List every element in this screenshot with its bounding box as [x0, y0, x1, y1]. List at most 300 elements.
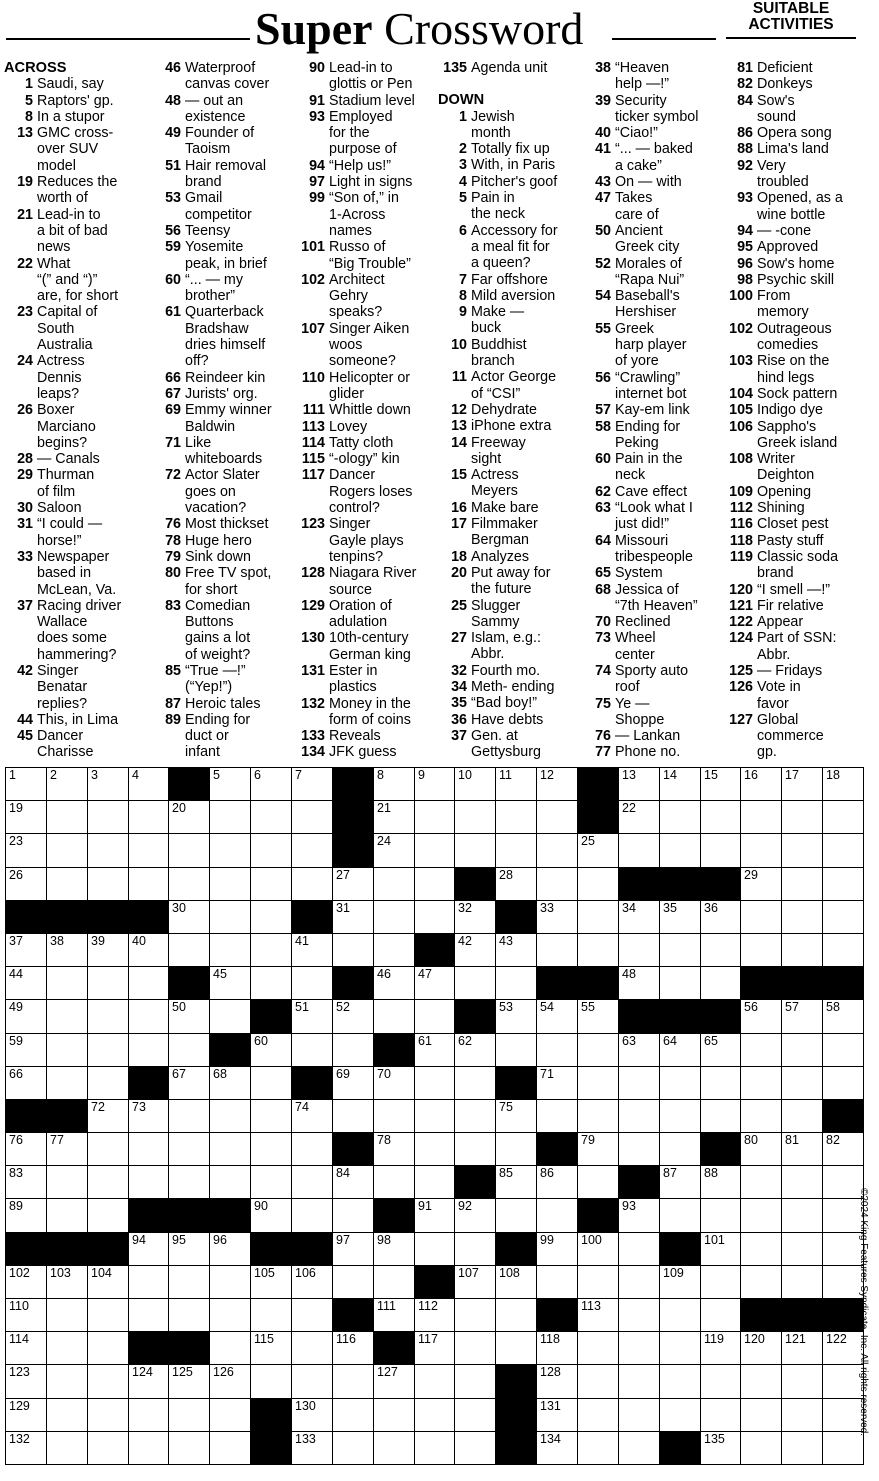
grid-cell[interactable]: [537, 768, 578, 801]
grid-cell[interactable]: [47, 1365, 88, 1399]
grid-cell[interactable]: [169, 1299, 210, 1332]
grid-cell[interactable]: [47, 1000, 88, 1034]
grid-cell[interactable]: [782, 1000, 823, 1034]
grid-cell[interactable]: [782, 1166, 823, 1199]
grid-cell[interactable]: [210, 1133, 251, 1166]
grid-cell[interactable]: [619, 768, 660, 801]
grid-cell[interactable]: [578, 1100, 619, 1133]
grid-cell[interactable]: [782, 1365, 823, 1399]
grid-cell[interactable]: [88, 1432, 129, 1465]
grid-cell[interactable]: [88, 801, 129, 834]
grid-cell[interactable]: [782, 1199, 823, 1233]
grid-cell[interactable]: [537, 1233, 578, 1266]
grid-cell[interactable]: [169, 1100, 210, 1133]
grid-cell[interactable]: [6, 1432, 47, 1465]
grid-cell[interactable]: [374, 901, 415, 934]
grid-cell[interactable]: [782, 1034, 823, 1067]
grid-cell[interactable]: [496, 1332, 537, 1365]
grid-cell[interactable]: [496, 768, 537, 801]
grid-cell[interactable]: [129, 967, 169, 1000]
grid-cell[interactable]: [415, 1199, 455, 1233]
grid-cell[interactable]: [251, 1199, 292, 1233]
grid-cell[interactable]: [210, 1100, 251, 1133]
grid-cell[interactable]: [210, 1233, 251, 1266]
grid-cell[interactable]: [374, 801, 415, 834]
grid-cell[interactable]: [496, 1034, 537, 1067]
grid-cell[interactable]: [496, 1299, 537, 1332]
grid-cell[interactable]: [6, 1266, 47, 1299]
grid-cell[interactable]: [496, 868, 537, 901]
grid-cell[interactable]: [660, 1067, 701, 1100]
grid-cell[interactable]: [619, 834, 660, 868]
grid-cell[interactable]: [251, 1100, 292, 1133]
grid-cell[interactable]: [741, 868, 782, 901]
grid-cell[interactable]: [823, 1432, 864, 1465]
grid-cell[interactable]: [129, 934, 169, 967]
grid-cell[interactable]: [415, 1034, 455, 1067]
grid-cell[interactable]: [129, 1133, 169, 1166]
grid-cell[interactable]: [741, 934, 782, 967]
grid-cell[interactable]: [251, 868, 292, 901]
grid-cell[interactable]: [496, 834, 537, 868]
grid-cell[interactable]: [251, 1034, 292, 1067]
grid-cell[interactable]: [455, 901, 496, 934]
grid-cell[interactable]: [741, 801, 782, 834]
grid-cell[interactable]: [169, 1133, 210, 1166]
grid-cell[interactable]: [537, 1034, 578, 1067]
grid-cell[interactable]: [47, 1266, 88, 1299]
grid-cell[interactable]: [333, 934, 374, 967]
grid-cell[interactable]: [6, 1199, 47, 1233]
grid-cell[interactable]: [496, 934, 537, 967]
grid-cell[interactable]: [578, 1266, 619, 1299]
grid-cell[interactable]: [823, 1133, 864, 1166]
grid-cell[interactable]: [782, 1133, 823, 1166]
grid-cell[interactable]: [537, 801, 578, 834]
grid-cell[interactable]: [578, 1299, 619, 1332]
grid-cell[interactable]: [823, 901, 864, 934]
grid-cell[interactable]: [6, 1332, 47, 1365]
grid-cell[interactable]: [88, 1266, 129, 1299]
grid-cell[interactable]: [292, 1432, 333, 1465]
grid-cell[interactable]: [701, 967, 741, 1000]
grid-cell[interactable]: [374, 1100, 415, 1133]
grid-cell[interactable]: [660, 1399, 701, 1432]
grid-cell[interactable]: [455, 1233, 496, 1266]
grid-cell[interactable]: [660, 1266, 701, 1299]
grid-cell[interactable]: [88, 1034, 129, 1067]
grid-cell[interactable]: [6, 1067, 47, 1100]
grid-cell[interactable]: [129, 1233, 169, 1266]
grid-cell[interactable]: [578, 1034, 619, 1067]
grid-cell[interactable]: [88, 1100, 129, 1133]
grid-cell[interactable]: [660, 1299, 701, 1332]
grid-cell[interactable]: [660, 1199, 701, 1233]
grid-cell[interactable]: [823, 834, 864, 868]
grid-cell[interactable]: [129, 834, 169, 868]
grid-cell[interactable]: [6, 868, 47, 901]
grid-cell[interactable]: [210, 1266, 251, 1299]
grid-cell[interactable]: [6, 1365, 47, 1399]
grid-cell[interactable]: [88, 868, 129, 901]
grid-cell[interactable]: [88, 1199, 129, 1233]
grid-cell[interactable]: [47, 868, 88, 901]
grid-cell[interactable]: [782, 1100, 823, 1133]
grid-cell[interactable]: [455, 1432, 496, 1465]
grid-cell[interactable]: [292, 834, 333, 868]
grid-cell[interactable]: [292, 801, 333, 834]
grid-cell[interactable]: [292, 1034, 333, 1067]
grid-cell[interactable]: [537, 1067, 578, 1100]
grid-cell[interactable]: [374, 1000, 415, 1034]
grid-cell[interactable]: [455, 1199, 496, 1233]
grid-cell[interactable]: [701, 1100, 741, 1133]
grid-cell[interactable]: [496, 1000, 537, 1034]
grid-cell[interactable]: [129, 768, 169, 801]
grid-cell[interactable]: [415, 901, 455, 934]
grid-cell[interactable]: [210, 1432, 251, 1465]
grid-cell[interactable]: [578, 1233, 619, 1266]
grid-cell[interactable]: [292, 1332, 333, 1365]
grid-cell[interactable]: [6, 934, 47, 967]
grid-cell[interactable]: [537, 1266, 578, 1299]
grid-cell[interactable]: [701, 1432, 741, 1465]
grid-cell[interactable]: [619, 1199, 660, 1233]
grid-cell[interactable]: [415, 1100, 455, 1133]
grid-cell[interactable]: [741, 1133, 782, 1166]
grid-cell[interactable]: [6, 1000, 47, 1034]
grid-cell[interactable]: [537, 934, 578, 967]
grid-cell[interactable]: [741, 1332, 782, 1365]
grid-cell[interactable]: [210, 768, 251, 801]
grid-cell[interactable]: [619, 1399, 660, 1432]
grid-cell[interactable]: [374, 1166, 415, 1199]
grid-cell[interactable]: [660, 1034, 701, 1067]
grid-cell[interactable]: [374, 967, 415, 1000]
grid-cell[interactable]: [251, 1133, 292, 1166]
grid-cell[interactable]: [619, 1133, 660, 1166]
grid-cell[interactable]: [455, 967, 496, 1000]
grid-cell[interactable]: [251, 801, 292, 834]
grid-cell[interactable]: [619, 1299, 660, 1332]
grid-cell[interactable]: [823, 1067, 864, 1100]
grid-cell[interactable]: [782, 1332, 823, 1365]
grid-cell[interactable]: [47, 834, 88, 868]
grid-cell[interactable]: [619, 1365, 660, 1399]
grid-cell[interactable]: [537, 1399, 578, 1432]
grid-cell[interactable]: [660, 1332, 701, 1365]
grid-cell[interactable]: [782, 868, 823, 901]
grid-cell[interactable]: [701, 1166, 741, 1199]
grid-cell[interactable]: [210, 1332, 251, 1365]
grid-cell[interactable]: [415, 1332, 455, 1365]
grid-cell[interactable]: [47, 967, 88, 1000]
grid-cell[interactable]: [415, 1432, 455, 1465]
grid-cell[interactable]: [374, 934, 415, 967]
grid-cell[interactable]: [251, 1299, 292, 1332]
grid-cell[interactable]: [6, 801, 47, 834]
grid-cell[interactable]: [374, 1432, 415, 1465]
grid-cell[interactable]: [169, 868, 210, 901]
grid-cell[interactable]: [210, 934, 251, 967]
grid-cell[interactable]: [251, 768, 292, 801]
grid-cell[interactable]: [169, 1432, 210, 1465]
grid-cell[interactable]: [782, 901, 823, 934]
grid-cell[interactable]: [578, 1365, 619, 1399]
grid-cell[interactable]: [537, 901, 578, 934]
grid-cell[interactable]: [169, 1000, 210, 1034]
grid-cell[interactable]: [374, 1299, 415, 1332]
grid-cell[interactable]: [210, 1067, 251, 1100]
grid-cell[interactable]: [782, 1233, 823, 1266]
grid-cell[interactable]: [578, 901, 619, 934]
grid-cell[interactable]: [415, 1399, 455, 1432]
grid-cell[interactable]: [374, 1266, 415, 1299]
grid-cell[interactable]: [47, 1332, 88, 1365]
grid-cell[interactable]: [660, 967, 701, 1000]
grid-cell[interactable]: [701, 1299, 741, 1332]
grid-cell[interactable]: [415, 1365, 455, 1399]
grid-cell[interactable]: [251, 967, 292, 1000]
grid-cell[interactable]: [496, 801, 537, 834]
grid-cell[interactable]: [292, 934, 333, 967]
grid-cell[interactable]: [578, 868, 619, 901]
grid-cell[interactable]: [129, 1432, 169, 1465]
grid-cell[interactable]: [88, 1365, 129, 1399]
grid-cell[interactable]: [619, 1266, 660, 1299]
grid-cell[interactable]: [47, 801, 88, 834]
grid-cell[interactable]: [374, 1399, 415, 1432]
grid-cell[interactable]: [578, 1399, 619, 1432]
grid-cell[interactable]: [88, 1133, 129, 1166]
grid-cell[interactable]: [619, 1067, 660, 1100]
grid-cell[interactable]: [741, 1399, 782, 1432]
grid-cell[interactable]: [129, 1034, 169, 1067]
grid-cell[interactable]: [88, 768, 129, 801]
grid-cell[interactable]: [455, 1399, 496, 1432]
grid-cell[interactable]: [47, 1299, 88, 1332]
grid-cell[interactable]: [660, 1133, 701, 1166]
grid-cell[interactable]: [741, 1199, 782, 1233]
grid-cell[interactable]: [619, 1233, 660, 1266]
grid-cell[interactable]: [701, 1332, 741, 1365]
grid-cell[interactable]: [741, 1067, 782, 1100]
grid-cell[interactable]: [496, 1100, 537, 1133]
grid-cell[interactable]: [823, 768, 864, 801]
grid-cell[interactable]: [333, 1000, 374, 1034]
grid-cell[interactable]: [537, 868, 578, 901]
grid-cell[interactable]: [6, 1034, 47, 1067]
grid-cell[interactable]: [88, 934, 129, 967]
grid-cell[interactable]: [741, 768, 782, 801]
grid-cell[interactable]: [210, 1299, 251, 1332]
grid-cell[interactable]: [537, 1332, 578, 1365]
grid-cell[interactable]: [251, 1166, 292, 1199]
grid-cell[interactable]: [210, 967, 251, 1000]
grid-cell[interactable]: [496, 1199, 537, 1233]
grid-cell[interactable]: [169, 1365, 210, 1399]
grid-cell[interactable]: [129, 1000, 169, 1034]
grid-cell[interactable]: [660, 1365, 701, 1399]
grid-cell[interactable]: [169, 1067, 210, 1100]
grid-cell[interactable]: [741, 834, 782, 868]
grid-cell[interactable]: [578, 834, 619, 868]
grid-cell[interactable]: [415, 1233, 455, 1266]
grid-cell[interactable]: [88, 1067, 129, 1100]
grid-cell[interactable]: [47, 1399, 88, 1432]
grid-cell[interactable]: [660, 1166, 701, 1199]
grid-cell[interactable]: [660, 901, 701, 934]
grid-cell[interactable]: [210, 1399, 251, 1432]
grid-cell[interactable]: [701, 1067, 741, 1100]
grid-cell[interactable]: [292, 1199, 333, 1233]
grid-cell[interactable]: [6, 768, 47, 801]
grid-cell[interactable]: [455, 1133, 496, 1166]
grid-cell[interactable]: [251, 901, 292, 934]
grid-cell[interactable]: [88, 834, 129, 868]
grid-cell[interactable]: [333, 1166, 374, 1199]
grid-cell[interactable]: [292, 1166, 333, 1199]
grid-cell[interactable]: [578, 1067, 619, 1100]
grid-cell[interactable]: [455, 1034, 496, 1067]
grid-cell[interactable]: [169, 1166, 210, 1199]
grid-cell[interactable]: [415, 868, 455, 901]
grid-cell[interactable]: [333, 1067, 374, 1100]
grid-cell[interactable]: [782, 1266, 823, 1299]
grid-cell[interactable]: [169, 1399, 210, 1432]
grid-cell[interactable]: [6, 1299, 47, 1332]
grid-cell[interactable]: [292, 1299, 333, 1332]
grid-cell[interactable]: [741, 1100, 782, 1133]
grid-cell[interactable]: [251, 1266, 292, 1299]
grid-cell[interactable]: [660, 934, 701, 967]
grid-cell[interactable]: [251, 834, 292, 868]
grid-cell[interactable]: [415, 967, 455, 1000]
grid-cell[interactable]: [701, 1365, 741, 1399]
grid-cell[interactable]: [333, 901, 374, 934]
grid-cell[interactable]: [782, 1432, 823, 1465]
grid-cell[interactable]: [619, 801, 660, 834]
grid-cell[interactable]: [823, 1000, 864, 1034]
grid-cell[interactable]: [455, 1266, 496, 1299]
grid-cell[interactable]: [701, 1233, 741, 1266]
grid-cell[interactable]: [496, 1166, 537, 1199]
grid-cell[interactable]: [129, 1266, 169, 1299]
grid-cell[interactable]: [455, 934, 496, 967]
grid-cell[interactable]: [701, 1199, 741, 1233]
grid-cell[interactable]: [333, 1034, 374, 1067]
grid-cell[interactable]: [496, 1133, 537, 1166]
grid-cell[interactable]: [741, 1034, 782, 1067]
grid-cell[interactable]: [537, 1100, 578, 1133]
grid-cell[interactable]: [496, 967, 537, 1000]
grid-cell[interactable]: [292, 1133, 333, 1166]
grid-cell[interactable]: [47, 934, 88, 967]
grid-cell[interactable]: [210, 1365, 251, 1399]
grid-cell[interactable]: [537, 1432, 578, 1465]
grid-cell[interactable]: [578, 1000, 619, 1034]
grid-cell[interactable]: [47, 1166, 88, 1199]
grid-cell[interactable]: [455, 834, 496, 868]
grid-cell[interactable]: [88, 1299, 129, 1332]
grid-cell[interactable]: [741, 1365, 782, 1399]
grid-cell[interactable]: [6, 834, 47, 868]
grid-cell[interactable]: [741, 1166, 782, 1199]
grid-cell[interactable]: [415, 768, 455, 801]
grid-cell[interactable]: [701, 801, 741, 834]
grid-cell[interactable]: [701, 1399, 741, 1432]
grid-cell[interactable]: [619, 934, 660, 967]
grid-cell[interactable]: [374, 1233, 415, 1266]
grid-cell[interactable]: [292, 768, 333, 801]
grid-cell[interactable]: [782, 801, 823, 834]
grid-cell[interactable]: [415, 1166, 455, 1199]
grid-cell[interactable]: [47, 768, 88, 801]
grid-cell[interactable]: [741, 1266, 782, 1299]
grid-cell[interactable]: [578, 1133, 619, 1166]
grid-cell[interactable]: [823, 801, 864, 834]
grid-cell[interactable]: [333, 1100, 374, 1133]
grid-cell[interactable]: [292, 967, 333, 1000]
grid-cell[interactable]: [129, 1399, 169, 1432]
grid-cell[interactable]: [537, 834, 578, 868]
grid-cell[interactable]: [129, 1365, 169, 1399]
grid-cell[interactable]: [537, 1166, 578, 1199]
grid-cell[interactable]: [823, 1034, 864, 1067]
grid-cell[interactable]: [129, 1166, 169, 1199]
grid-cell[interactable]: [6, 1399, 47, 1432]
grid-cell[interactable]: [455, 1067, 496, 1100]
grid-cell[interactable]: [455, 1365, 496, 1399]
grid-cell[interactable]: [496, 1266, 537, 1299]
grid-cell[interactable]: [660, 801, 701, 834]
grid-cell[interactable]: [782, 1399, 823, 1432]
grid-cell[interactable]: [782, 1067, 823, 1100]
grid-cell[interactable]: [210, 868, 251, 901]
grid-cell[interactable]: [455, 768, 496, 801]
grid-cell[interactable]: [578, 1166, 619, 1199]
grid-cell[interactable]: [251, 1067, 292, 1100]
grid-cell[interactable]: [210, 901, 251, 934]
grid-cell[interactable]: [210, 834, 251, 868]
grid-cell[interactable]: [701, 1266, 741, 1299]
grid-cell[interactable]: [333, 1332, 374, 1365]
grid-cell[interactable]: [129, 1100, 169, 1133]
grid-cell[interactable]: [415, 1067, 455, 1100]
grid-cell[interactable]: [619, 1034, 660, 1067]
grid-cell[interactable]: [333, 1199, 374, 1233]
grid-cell[interactable]: [47, 1067, 88, 1100]
grid-cell[interactable]: [251, 934, 292, 967]
grid-cell[interactable]: [6, 1133, 47, 1166]
grid-cell[interactable]: [415, 1133, 455, 1166]
grid-cell[interactable]: [129, 1299, 169, 1332]
grid-cell[interactable]: [455, 1299, 496, 1332]
grid-cell[interactable]: [374, 768, 415, 801]
grid-cell[interactable]: [251, 1332, 292, 1365]
grid-cell[interactable]: [415, 1000, 455, 1034]
grid-cell[interactable]: [415, 1299, 455, 1332]
grid-cell[interactable]: [782, 834, 823, 868]
grid-cell[interactable]: [169, 934, 210, 967]
grid-cell[interactable]: [701, 768, 741, 801]
grid-cell[interactable]: [374, 868, 415, 901]
grid-cell[interactable]: [537, 1199, 578, 1233]
grid-cell[interactable]: [169, 1233, 210, 1266]
grid-cell[interactable]: [701, 934, 741, 967]
grid-cell[interactable]: [169, 1266, 210, 1299]
grid-cell[interactable]: [374, 1067, 415, 1100]
